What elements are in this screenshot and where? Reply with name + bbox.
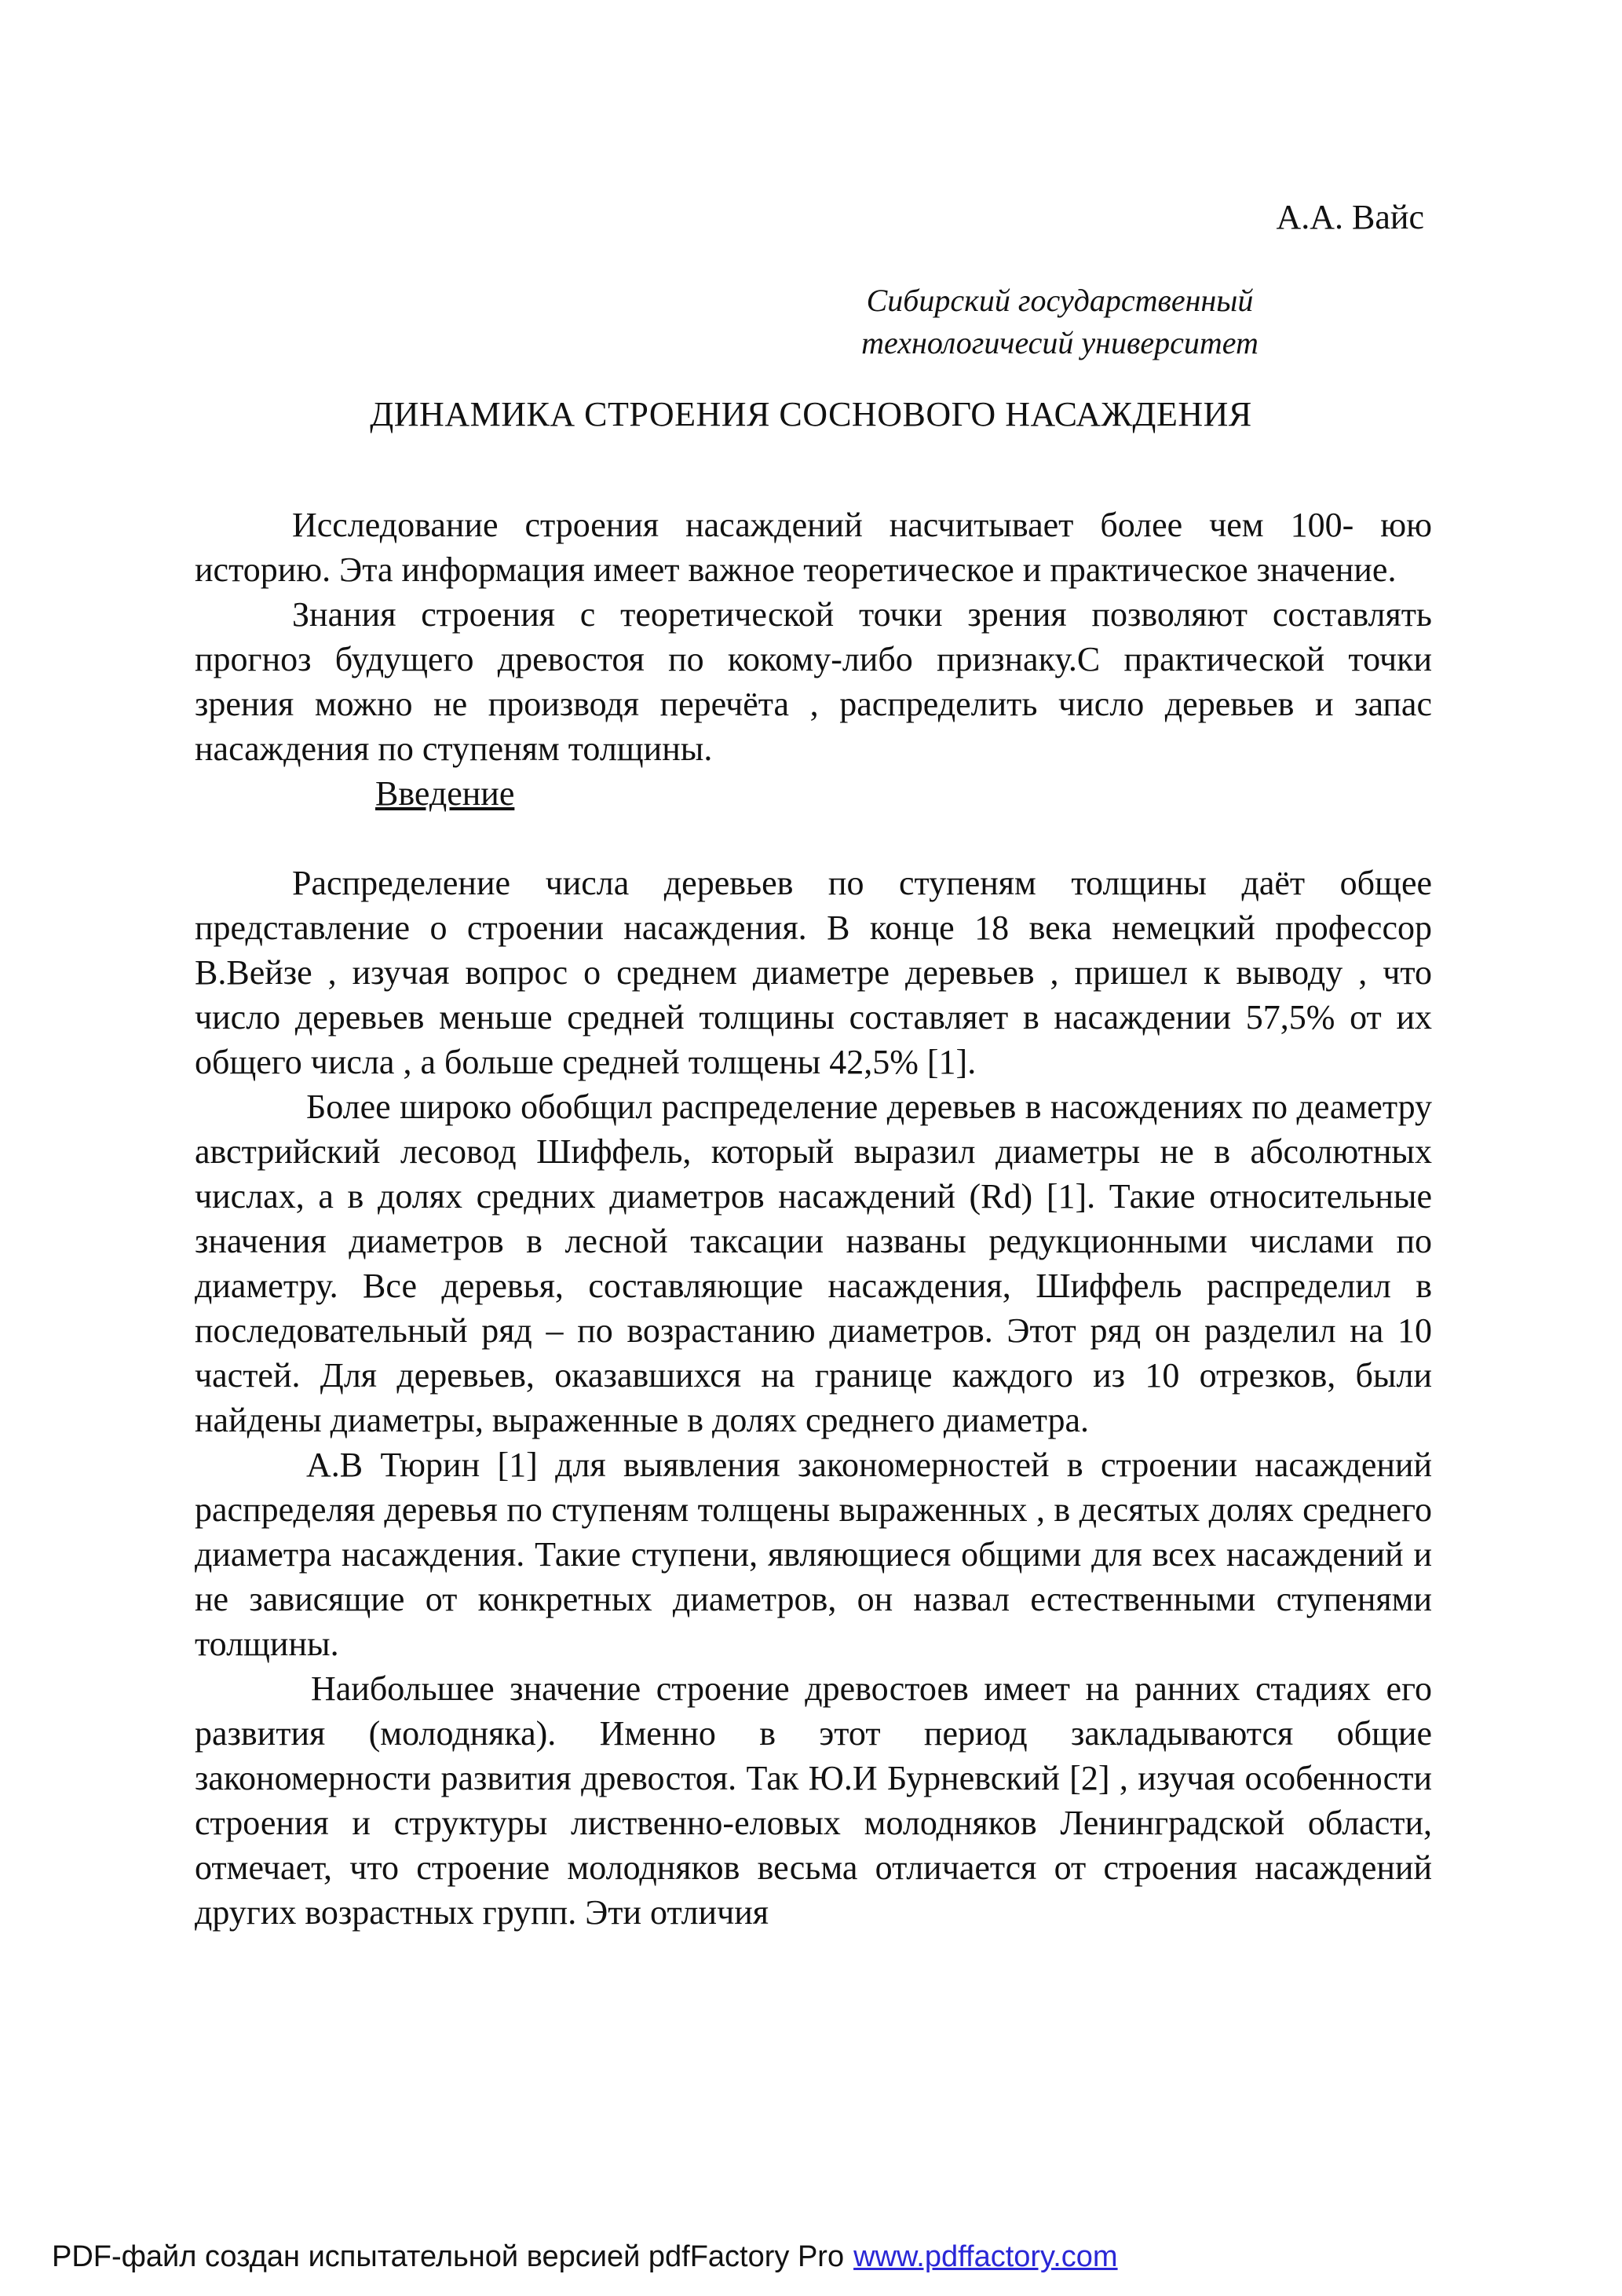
pdffactory-link[interactable]: www.pdffactory.com	[853, 2240, 1118, 2273]
body-paragraph: Распределение числа деревьев по ступеням толщины даёт общее представление о строении насаждения. В конце 18 века немецкий профессор В.Вейзе , изучая вопрос о среднем диаметре деревьев , пришел к выводу , что число деревьев меньше средней толщины составляет в насаждении 57,5% от их общего числа , а больше средней толщены 42,5% [1].	[195, 864, 1432, 1081]
affiliation	[840, 280, 1280, 364]
body-paragraph: Более широко обобщил распределение деревьев в насождениях по деаметру австрийский лесовод Шиффель, который выразил диаметры не в абсолютных числах, а в долях средних диаметров насаждений (Rd) [1]. Такие относительные значения диаметров в лесной таксации названы редукционными числами по диаметру. Все деревья, составляющие насаждения, Шиффель распределил в последовательный ряд – по возрастанию диаметров. Этот ряд он разделил на 10 частей. Для деревьев, оказавшихся на границе каждого из 10 отрезков, были найдены диаметры, выраженные в долях среднего диаметра.	[195, 1088, 1432, 1439]
document-title: ДИНАМИКА СТРОЕНИЯ СОСНОВОГО НАСАЖДЕНИЯ	[370, 395, 1252, 433]
footer-text: PDF-файл создан испытательной версией pdfFactory Pro	[52, 2240, 845, 2273]
section-heading-introduction: Введение	[375, 774, 515, 813]
pdf-footer	[52, 2238, 1118, 2276]
affiliation-line-1: Сибирский государственный	[866, 283, 1254, 318]
document-body	[195, 503, 1432, 1935]
abstract-paragraph-2: Знания строения с теоретической точки зрения позволяют составлять прогноз будущего древостоя по кокому-либо признаку.С практической точки зрения можно не производя перечёта , распределить число деревьев и запас насаждения по ступеням толщины.	[195, 595, 1432, 768]
affiliation-line-2: технологичесий университет	[861, 325, 1259, 360]
body-paragraph: А.В Тюрин [1] для выявления закономерностей в строении насаждений распределяя деревья по ступеням толщены выраженных , в десятых долях среднего диаметра насаждения. Такие ступени, являющиеся общими для всех насаждений и не зависящие от конкретных диаметров, он назвал естественными ступенями толщины.	[195, 1446, 1432, 1663]
author-name: А.А. Вайс	[1276, 198, 1424, 236]
body-paragraph: Наибольшее значение строение древостоев имеет на ранних стадиях его развития (молодняка). Именно в этот период закладываются общие закономерности развития древостоя. Так Ю.И Бурневский [2] , изучая особенности строения и структуры лиственно-еловых молодняков Ленинградской области, отмечает, что строение молодняков весьма отличается от строения насаждений других возрастных групп. Эти отличия	[195, 1669, 1432, 1932]
abstract-paragraph-1: Исследование строения насаждений насчитывает более чем 100- юю историю. Эта информация имеет важное теоретическое и практическое значение.	[195, 506, 1432, 589]
